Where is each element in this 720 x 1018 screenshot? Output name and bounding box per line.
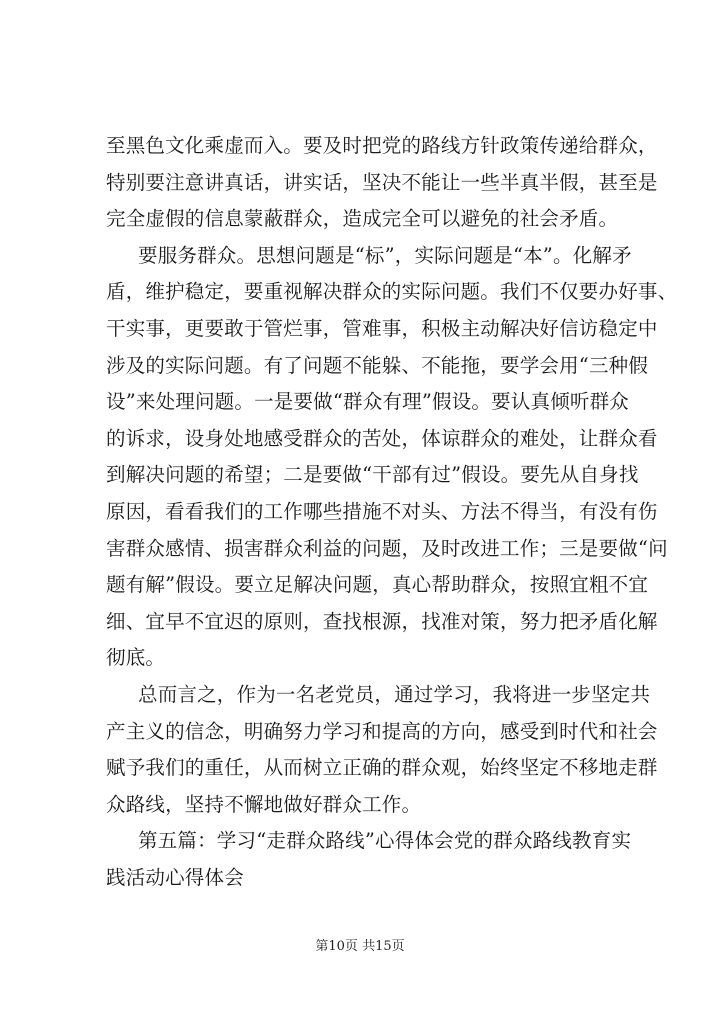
text-line: 涉及的实际问题。有了问题不能躲、不能拖，要学会用“三种假 [106,353,649,377]
text-line: 盾，维护稳定，要重视解决群众的实际问题。我们不仅要办好事、 [106,280,678,304]
text-line: 细、宜早不宜迟的原则，查找根源，找准对策，努力把矛盾化解 [106,609,658,633]
text-line: 原因，看看我们的工作哪些措施不对头、方法不得当，有没有伤 [106,499,658,523]
section-heading-line: 践活动心得体会 [106,865,244,889]
text-line: 彻底。 [106,646,166,670]
section-heading-line: 第五篇：学习“走群众路线”心得体会党的群众路线教育实 [138,829,632,853]
text-line: 要服务群众。思想问题是“标”，实际问题是“本”。化解矛 [138,243,632,267]
text-line: 至黑色文化乘虚而入。要及时把党的路线方针政策传递给群众， [106,134,658,157]
text-line: 众路线，坚持不懈地做好群众工作。 [106,792,422,816]
text-line: 赋予我们的重任，从而树立正确的群众观，始终坚定不移地走群 [106,756,658,780]
text-line: 特别要注意讲真话，讲实话，坚决不能让一些半真半假，甚至是 [106,170,658,194]
text-line: 设”来处理问题。一是要做“群众有理”假设。要认真倾听群众 [106,390,630,414]
text-line: 产主义的信念，明确努力学习和提高的方向，感受到时代和社会 [106,719,658,743]
text-line: 总而言之，作为一名老党员，通过学习，我将进一步坚定共 [138,682,651,706]
text-line: 完全虚假的信息蒙蔽群众，造成完全可以避免的社会矛盾。 [106,207,619,231]
text-line: 干实事，更要敢于管烂事，管难事，积极主动解决好信访稳定中 [106,316,658,340]
text-line: 题有解”假设。要立足解决问题，真心帮助群众，按照宜粗不宜 [106,573,649,597]
document-body [106,128,678,896]
text-line: 到解决问题的希望；二是要做“干部有过”假设。要先从自身找 [106,463,639,487]
text-line: 害群众感情、损害群众利益的问题，及时改进工作；三是要做“问 [106,536,668,560]
text-line: 的诉求，设身处地感受群众的苦处，体谅群众的难处，让群众看 [106,426,658,450]
page-number-footer: 第10页 共15页 [315,939,405,954]
